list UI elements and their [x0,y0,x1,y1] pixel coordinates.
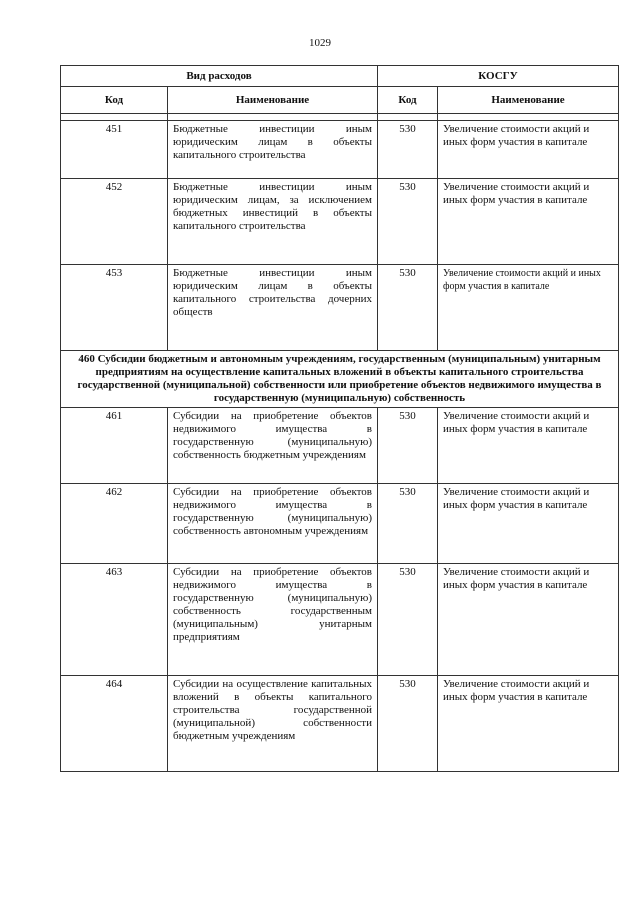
table-column-header-row [61,87,619,114]
row-code: 464 [61,676,168,772]
row-code: 463 [61,564,168,676]
row-name: Субсидии на приобретение объектов недвижимого имущества в государственную (муниципальную) собственность государственным (муниципальным) унитарным предприятиям [168,564,378,676]
page-number: 1029 [309,37,331,49]
column-header-kosgu-name: Наименование [438,87,619,114]
row-kosgu-name: Увеличение стоимости акций и иных форм участия в капитале [438,676,619,772]
row-code: 452 [61,179,168,265]
group-header-kosgu: КОСГУ [378,66,619,87]
row-kosgu-name: Увеличение стоимости акций и иных форм участия в капитале [438,484,619,564]
table-spacer-row [61,114,619,121]
row-code: 451 [61,121,168,179]
row-kosgu-code: 530 [378,564,438,676]
row-kosgu-code: 530 [378,121,438,179]
row-name: Бюджетные инвестиции иным юридическим лицам в объекты капитального строительства [168,121,378,179]
row-kosgu-name: Увеличение стоимости акций и иных форм участия в капитале [438,121,619,179]
row-code: 453 [61,265,168,351]
row-kosgu-name: Увеличение стоимости акций и иных форм участия в капитале [438,179,619,265]
row-name: Субсидии на осуществление капитальных вложений в объекты капитального строительства государственной (муниципальной) собственности бюджетным учреждениям [168,676,378,772]
row-kosgu-name: Увеличение стоимости акций и иных форм участия в капитале [438,408,619,484]
column-header-kosgu-code: Код [378,87,438,114]
group-header-expense-type: Вид расходов [61,66,378,87]
table-row [61,676,619,772]
row-code: 461 [61,408,168,484]
row-kosgu-name: Увеличение стоимости акций и иных форм участия в капитале [438,564,619,676]
table-row [61,179,619,265]
table-row [61,265,619,351]
table-row [61,564,619,676]
column-header-code: Код [61,87,168,114]
row-kosgu-code: 530 [378,408,438,484]
column-header-name: Наименование [168,87,378,114]
table-row [61,484,619,564]
row-kosgu-code: 530 [378,265,438,351]
section-title: 460 Субсидии бюджетным и автономным учреждениям, государственным (муниципальным) унитарным предприятиям на осуществление капитальных вложений в объекты капитального строительства государственной (муниципальной) собственности или приобретение объектов недвижимого имущества в государственную (муниципальную) собственность [61,351,619,408]
row-kosgu-code: 530 [378,484,438,564]
row-code: 462 [61,484,168,564]
table-row [61,408,619,484]
row-kosgu-code: 530 [378,179,438,265]
table-row [61,121,619,179]
row-name: Бюджетные инвестиции иным юридическим лицам в объекты капитального строительства дочерних обществ [168,265,378,351]
row-kosgu-code: 530 [378,676,438,772]
row-name: Бюджетные инвестиции иным юридическим лицам, за исключением бюджетных инвестиций в объекты капитального строительства [168,179,378,265]
row-name: Субсидии на приобретение объектов недвижимого имущества в государственную (муниципальную) собственность бюджетным учреждениям [168,408,378,484]
section-header-row [61,351,619,408]
row-name: Субсидии на приобретение объектов недвижимого имущества в государственную (муниципальную) собственность автономным учреждениям [168,484,378,564]
table-group-header-row [61,66,619,87]
row-kosgu-name: Увеличение стоимости акций и иных форм участия в капитале [438,265,619,351]
expense-kosgu-table [60,65,619,772]
